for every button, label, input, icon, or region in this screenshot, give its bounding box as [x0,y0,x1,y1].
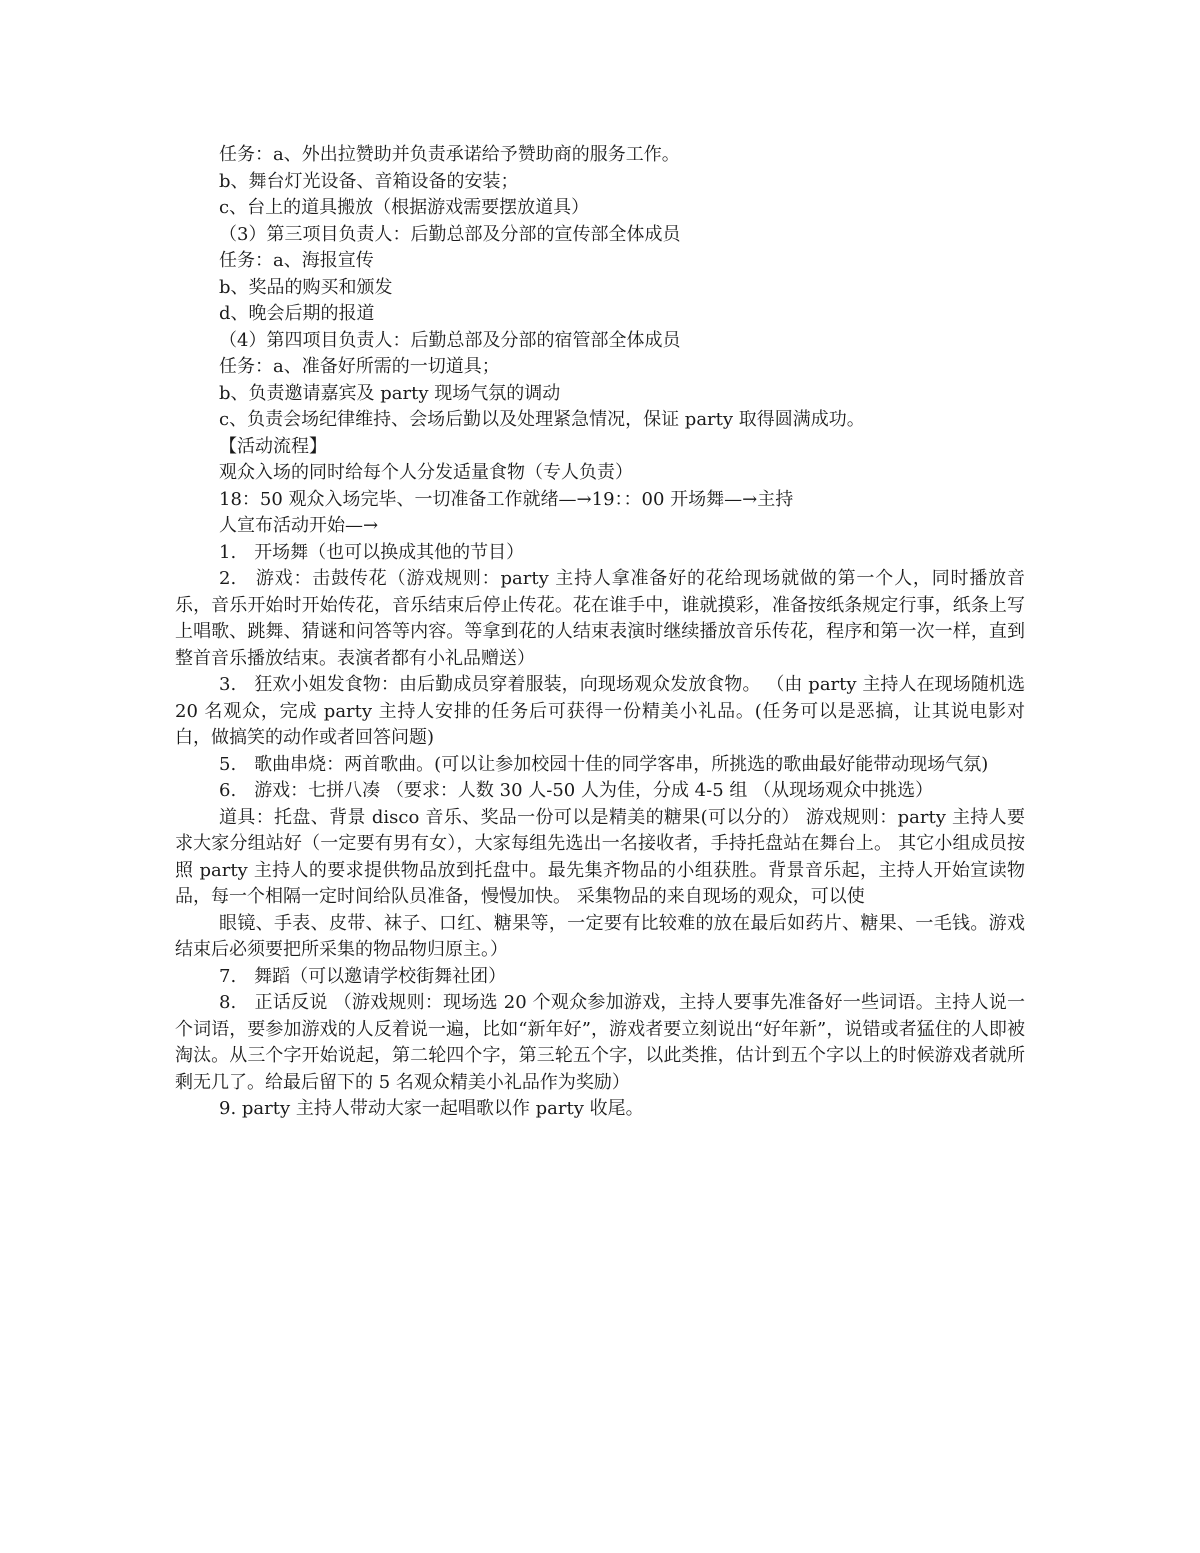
paragraph: 任务：a、准备好所需的一切道具； [219,356,500,377]
paragraph: 道具：托盘、背景 disco 音乐、奖品一份可以是精美的糖果(可以分的） 游戏规则：party 主持人要求大家分组站好（一定要有男有女），大家每组先选出一名接收者，手持托盘站在舞台上。 其它小组成员按照 party 主持人的要求提供物品放到托盘中。最先集齐物品的小组获胜。背景音乐起，主持人开始宣读物品，每一个相隔一定时间给队员准备，慢慢加快。 采集物品的来自现场的观众，可以使 [175,806,1025,907]
paragraph: b、负责邀请嘉宾及 party 现场气氛的调动 [219,382,561,404]
paragraph: 观众入场的同时给每个人分发适量食物（专人负责） [219,462,633,483]
list-item: 9. party 主持人带动大家一起唱歌以作 party 收尾。 [219,1098,644,1119]
list-item: 2. 游戏：击鼓传花（游戏规则：party 主持人拿准备好的花给现场就做的第一个人，同时播放音乐，音乐开始时开始传花，音乐结束后停止传花。花在谁手中，谁就摸彩，准备按纸条规定行事，纸条上写上唱歌、跳舞、猜谜和问答等内容。等拿到花的人结束表演时继续播放音乐传花，程序和第一次一样，直到整首音乐播放结束。表演者都有小礼品赠送） [175,568,1025,669]
paragraph: 任务：a、海报宣传 [219,250,374,271]
paragraph: b、奖品的购买和颁发 [219,276,393,298]
paragraph: 18：50 观众入场完毕、一切准备工作就绪—→19：：00 开场舞—→主持 [219,488,794,510]
paragraph: 眼镜、手表、皮带、袜子、口红、糖果等，一定要有比较难的放在最后如药片、糖果、一毛钱。游戏结束后必须要把所采集的物品物归原主。） [175,912,1025,960]
paragraph: 人宣布活动开始—→ [219,515,379,536]
paragraph: （3）第三项目负责人：后勤总部及分部的宣传部全体成员 [219,223,681,245]
list-item: 8. 正话反说 （游戏规则：现场选 20 个观众参加游戏，主持人要事先准备好一些词语。主持人说一个词语，要参加游戏的人反着说一遍，比如“新年好”，游戏者要立刻说出“好年新”，说错或者猛住的人即被淘汰。从三个字开始说起，第二轮四个字，第三轮五个字，以此类推，估计到五个字以上的时候游戏者就所剩无几了。给最后留下的 5 名观众精美小礼品作为奖励） [175,992,1025,1093]
list-item: 3. 狂欢小姐发食物：由后勤成员穿着服装，向现场观众发放食物。 （由 party 主持人在现场随机选 20 名观众，完成 party 主持人安排的任务后可获得一份精美小礼品。(任务可以是恶搞，让其说电影对白，做搞笑的动作或者回答问题) [175,674,1025,748]
paragraph: c、负责会场纪律维持、会场后勤以及处理紧急情况，保证 party 取得圆满成功。 [219,409,865,430]
paragraph: 任务：a、外出拉赞助并负责承诺给予赞助商的服务工作。 [219,144,680,165]
paragraph: b、舞台灯光设备、音箱设备的安装； [219,170,519,192]
document-body [175,142,1025,1123]
list-item: 1. 开场舞（也可以换成其他的节目） [219,541,525,563]
list-item: 6. 游戏：七拼八凑 （要求：人数 30 人-50 人为佳，分成 4-5 组 （从现场观众中挑选） [219,780,934,801]
list-item: 5. 歌曲串烧：两首歌曲。(可以让参加校园十佳的同学客串，所挑选的歌曲最好能带动现场气氛) [219,753,989,775]
paragraph: c、台上的道具搬放（根据游戏需要摆放道具） [219,197,590,218]
list-item: 7. 舞蹈（可以邀请学校街舞社团） [219,965,507,987]
paragraph: d、晚会后期的报道 [219,303,375,324]
section-heading: 【活动流程】 [219,435,327,457]
paragraph: （4）第四项目负责人：后勤总部及分部的宿管部全体成员 [219,329,681,351]
